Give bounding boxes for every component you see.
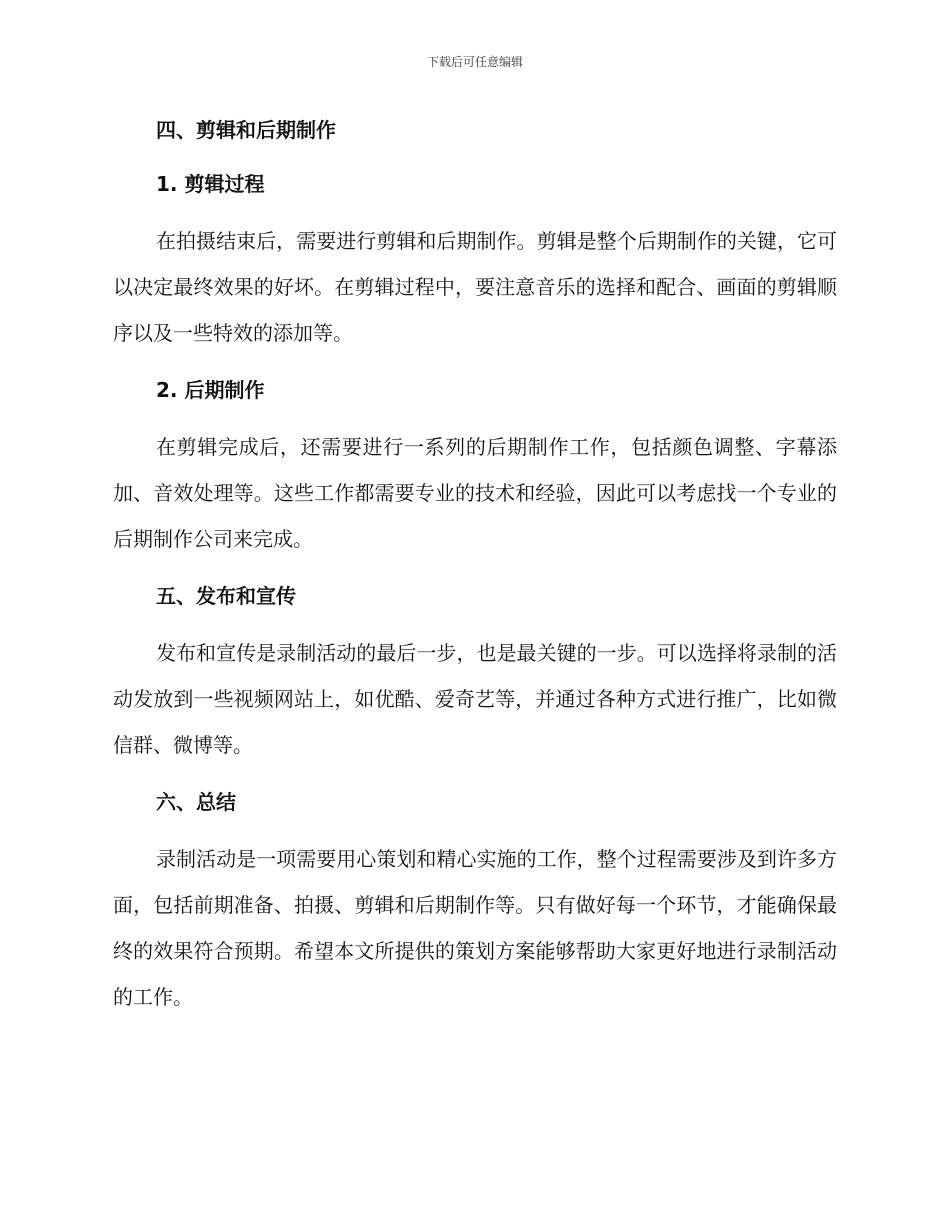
- page-header: 下载后可任意编辑: [426, 55, 523, 69]
- paragraph-editing-process: 在拍摄结束后，需要进行剪辑和后期制作。剪辑是整个后期制作的关键，它可以决定最终效果的好坏。在剪辑过程中，要注意音乐的选择和配合、画面的剪辑顺序以及一些特效的添加等。: [113, 229, 837, 345]
- paragraph-post-production: 在剪辑完成后，还需要进行一系列的后期制作工作，包括颜色调整、字幕添加、音效处理等。这些工作都需要专业的技术和经验，因此可以考虑找一个专业的后期制作公司来完成。: [113, 435, 837, 551]
- section-heading-publish-and-promote: 五、发布和宣传: [156, 584, 296, 608]
- section-heading-editing-and-post: 四、剪辑和后期制作: [156, 118, 336, 142]
- subheading-post-production: 2. 后期制作: [156, 378, 265, 402]
- paragraph-publish-and-promote: 发布和宣传是录制活动的最后一步，也是最关键的一步。可以选择将录制的活动发放到一些视频网站上，如优酷、爱奇艺等，并通过各种方式进行推广，比如微信群、微博等。: [113, 641, 837, 757]
- document-body: [113, 110, 837, 1020]
- paragraph-summary: 录制活动是一项需要用心策划和精心实施的工作，整个过程需要涉及到许多方面，包括前期准备、拍摄、剪辑和后期制作等。只有做好每一个环节，才能确保最终的效果符合预期。希望本文所提供的策划方案能够帮助大家更好地进行录制活动的工作。: [113, 847, 837, 1009]
- section-heading-summary: 六、总结: [156, 790, 236, 814]
- subheading-editing-process: 1. 剪辑过程: [156, 172, 265, 196]
